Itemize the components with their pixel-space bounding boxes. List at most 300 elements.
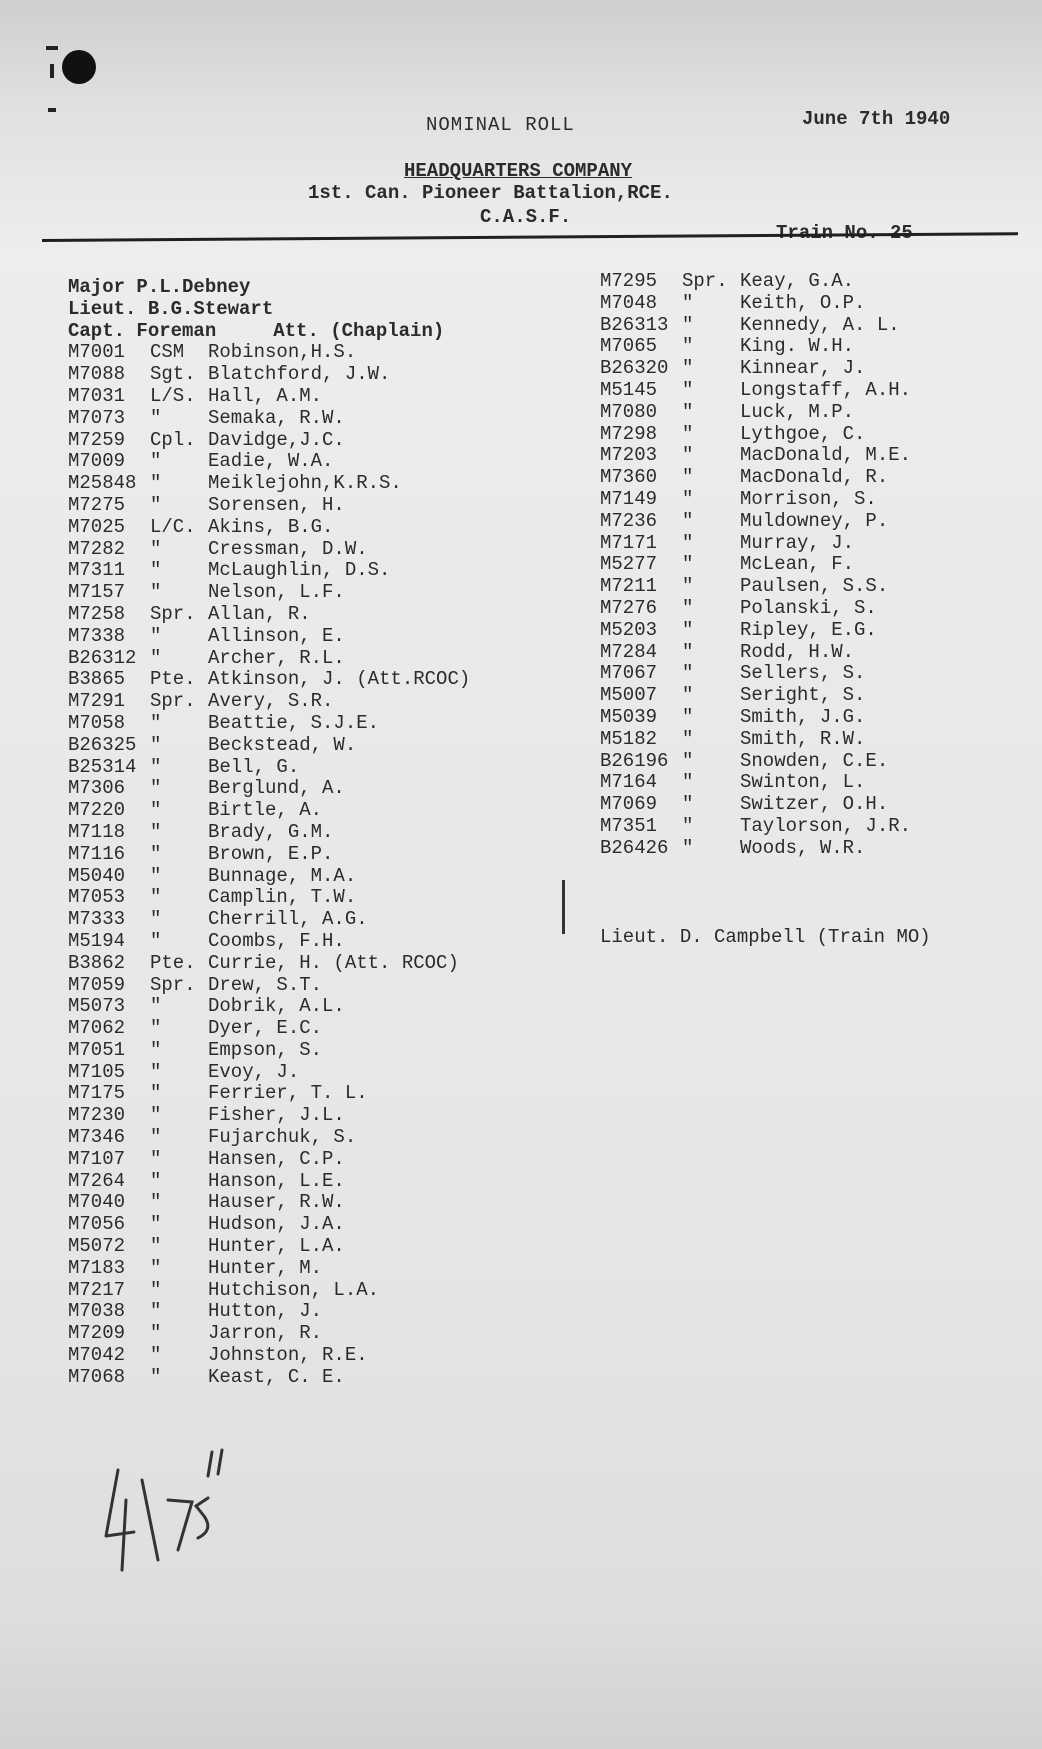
service-number: M7105 [68,1060,126,1083]
roll-entry [600,575,911,597]
roll-entry [600,815,911,837]
roll-entry [68,1235,470,1257]
service-number: M7311 [68,559,126,582]
soldier-name: Empson, S. [208,1038,323,1061]
service-number: M7360 [600,466,658,489]
service-number: M7291 [68,690,126,713]
rank: " [682,335,694,358]
service-number: B26313 [600,313,669,336]
rank: " [150,1344,162,1367]
soldier-name: Morrison, S. [740,487,877,510]
soldier-name: Dyer, E.C. [208,1017,323,1040]
rank: " [150,493,162,516]
roll-entry [600,728,911,750]
rank: " [150,472,162,495]
service-number: M7038 [68,1300,126,1323]
soldier-name: Camplin, T.W. [208,886,357,909]
rank: " [682,313,694,336]
service-number: M7211 [600,575,658,598]
service-number: M7149 [600,487,658,510]
soldier-name: Luck, M.P. [740,400,855,423]
rank: " [682,291,694,314]
soldier-name: Meiklejohn,K.R.S. [208,472,402,495]
rank: " [682,531,694,554]
roll-entry [600,641,911,663]
service-number: B26196 [600,749,669,772]
roll-entry [68,1017,470,1039]
soldier-name: Switzer, O.H. [740,793,889,816]
roll-entry [68,690,470,712]
service-number: M7183 [68,1256,126,1279]
ink-mark [50,64,54,78]
service-number: M7053 [68,886,126,909]
roll-entry [600,771,911,793]
soldier-name: Eadie, W.A. [208,450,334,473]
rank: " [682,400,694,423]
roll-entry [600,270,911,292]
rank: " [150,886,162,909]
service-number: B25314 [68,755,137,778]
roll-entry [600,335,911,357]
roll-entry [68,385,470,407]
service-number: M7284 [600,640,658,663]
roll-entry [68,429,470,451]
service-number: M7264 [68,1169,126,1192]
soldier-name: Cherrill, A.G. [208,908,368,931]
roll-entry [600,706,911,728]
rank: Sgt. [150,363,196,386]
soldier-name: Jarron, R. [208,1322,323,1345]
roll-entry [600,292,911,314]
rank: Pte. [150,668,196,691]
soldier-name: Lythgoe, C. [740,422,866,445]
service-number: M7236 [600,509,658,532]
roll-entry [68,363,470,385]
roll-entry [68,799,470,821]
rank: " [682,771,694,794]
service-number: M7217 [68,1278,126,1301]
soldier-name: Semaka, R.W. [208,406,345,429]
roll-entry [68,886,470,908]
soldier-name: Taylorson, J.R. [740,814,912,837]
rank: " [150,1235,162,1258]
rank: " [682,575,694,598]
roll-entry [600,401,911,423]
roll-column-left [68,276,470,1388]
service-number: M7333 [68,908,126,931]
service-number: M7351 [600,814,658,837]
service-number: B3865 [68,668,126,691]
service-number: M7306 [68,777,126,800]
service-number: M7031 [68,384,126,407]
roll-entry [600,488,911,510]
soldier-name: Hudson, J.A. [208,1213,345,1236]
service-number: B26426 [600,836,669,859]
roll-entry [68,494,470,516]
soldier-name: Berglund, A. [208,777,345,800]
roll-entry [68,472,470,494]
soldier-name: Allan, R. [208,602,311,625]
roll-entry [600,444,911,466]
service-number: M7209 [68,1322,126,1345]
service-number: M7042 [68,1344,126,1367]
rank: " [682,444,694,467]
service-number: M7220 [68,799,126,822]
soldier-name: Bell, G. [208,755,300,778]
roll-entry [68,1104,470,1126]
roll-entry [68,1344,470,1366]
rank: " [150,1104,162,1127]
service-number: M7059 [68,973,126,996]
roll-entry [600,466,911,488]
rank: Pte. [150,951,196,974]
soldier-name: Blatchford, J.W. [208,363,391,386]
rank: " [150,559,162,582]
rank: CSM [150,341,185,364]
rank: " [150,1213,162,1236]
rank: " [150,1060,162,1083]
roll-entry [68,516,470,538]
soldier-name: Fujarchuk, S. [208,1126,357,1149]
service-number: M7164 [600,771,658,794]
service-number: M7065 [600,335,658,358]
service-number: M7203 [600,444,658,467]
rank: Cpl. [150,428,196,451]
soldier-name: Beckstead, W. [208,733,357,756]
service-number: M7058 [68,711,126,734]
roll-entry [68,1366,470,1388]
document-title: NOMINAL ROLL [426,114,575,136]
service-number: M7298 [600,422,658,445]
rank: " [150,1126,162,1149]
roll-entry [68,952,470,974]
service-number: M7116 [68,842,126,865]
rank: " [682,793,694,816]
rank: " [150,711,162,734]
rank: Spr. [150,602,196,625]
rank: " [682,466,694,489]
service-number: M7295 [600,270,658,292]
rank: " [150,1300,162,1323]
rank: " [150,755,162,778]
service-number: M7068 [68,1365,126,1388]
roll-entry [68,1257,470,1279]
roll-entry [68,1039,470,1061]
soldier-name: Hansen, C.P. [208,1147,345,1170]
service-number: M7175 [68,1082,126,1105]
roll-entry [68,1191,470,1213]
soldier-name: King. W.H. [740,335,855,358]
soldier-name: Kinnear, J. [740,357,866,380]
rank: " [150,624,162,647]
rank: " [150,995,162,1018]
rank: " [150,1322,162,1345]
soldier-name: Avery, S.R. [208,690,334,713]
rank: L/C. [150,515,196,538]
roll-entry [68,908,470,930]
roll-entry [68,603,470,625]
rank: " [150,1038,162,1061]
roll-entry [68,1082,470,1104]
company-heading: HEADQUARTERS COMPANY [404,160,633,182]
soldier-name: Johnston, R.E. [208,1344,368,1367]
battalion-heading: 1st. Can. Pioneer Battalion,RCE. [308,182,673,204]
roll-entry [600,793,911,815]
roll-column-right [600,270,911,859]
roll-entry [600,423,911,445]
service-number: M7275 [68,493,126,516]
rank: " [150,908,162,931]
soldier-name: Ferrier, T. L. [208,1082,368,1105]
rank: " [150,1278,162,1301]
soldier-name: Hunter, L.A. [208,1235,345,1258]
soldier-name: Nelson, L.F. [208,581,345,604]
rank: " [682,618,694,641]
rank: " [682,836,694,859]
service-number: B26325 [68,733,137,756]
soldier-name: Allinson, E. [208,624,345,647]
service-number: M7107 [68,1147,126,1170]
rank: " [682,596,694,619]
roll-entry [68,865,470,887]
soldier-name: Hunter, M. [208,1256,323,1279]
soldier-name: Archer, R.L. [208,646,345,669]
soldier-name: McLean, F. [740,553,855,576]
roll-entry [68,777,470,799]
roll-entry [68,821,470,843]
rank: " [150,1082,162,1105]
rank: " [682,749,694,772]
soldier-name: Davidge,J.C. [208,428,345,451]
roll-entry [600,357,911,379]
roll-entry [68,1148,470,1170]
rank: " [150,1147,162,1170]
service-number: M7258 [68,602,126,625]
service-number: M5007 [600,684,658,707]
soldier-name: Birtle, A. [208,799,323,822]
soldier-name: Sorensen, H. [208,493,345,516]
soldier-name: Smith, J.G. [740,705,866,728]
service-number: M7171 [600,531,658,554]
soldier-name: Snowden, C.E. [740,749,889,772]
rank: " [682,509,694,532]
rank: " [682,422,694,445]
rank: " [150,777,162,800]
soldier-name: Akins, B.G. [208,515,334,538]
rank: " [682,378,694,401]
roll-entry [68,450,470,472]
roll-entry [68,930,470,952]
soldier-name: Kennedy, A. L. [740,313,900,336]
soldier-name: Longstaff, A.H. [740,378,912,401]
rank: " [150,929,162,952]
roll-entry [68,1061,470,1083]
rank: " [150,733,162,756]
roll-entry [600,553,911,575]
roll-entry [68,341,470,363]
roll-entry [600,750,911,772]
soldier-name: MacDonald, R. [740,466,889,489]
soldier-name: Seright, S. [740,684,866,707]
service-number: M5073 [68,995,126,1018]
service-number: M5203 [600,618,658,641]
roll-entry [68,668,470,690]
service-number: M7259 [68,428,126,451]
rank: " [682,705,694,728]
service-number: M7025 [68,515,126,538]
roll-entry [600,510,911,532]
handwritten-annotation [100,1440,240,1580]
service-number: M7157 [68,581,126,604]
roll-entry [600,662,911,684]
soldier-name: Murray, J. [740,531,855,554]
service-number: M7080 [600,400,658,423]
roll-entry [68,1322,470,1344]
roll-entry [68,1213,470,1235]
rank: " [150,820,162,843]
rank: " [150,537,162,560]
service-number: M7346 [68,1126,126,1149]
soldier-name: Paulsen, S.S. [740,575,889,598]
soldier-name: Robinson,H.S. [208,341,357,364]
soldier-name: Brady, G.M. [208,820,334,843]
service-number: M7056 [68,1213,126,1236]
roll-entry [68,1300,470,1322]
soldier-name: Smith, R.W. [740,727,866,750]
rank: " [682,814,694,837]
soldier-name: Sellers, S. [740,662,866,685]
officer-entry: Lieut. B.G.Stewart [68,297,274,320]
soldier-name: Fisher, J.L. [208,1104,345,1127]
rank: " [150,1191,162,1214]
soldier-name: Polanski, S. [740,596,877,619]
soldier-name: Keith, O.P. [740,291,866,314]
rank: " [150,799,162,822]
rank: " [150,450,162,473]
soldier-name: Hauser, R.W. [208,1191,345,1214]
roll-entry [68,734,470,756]
soldier-name: Bunnage, M.A. [208,864,357,887]
rank: " [150,1169,162,1192]
service-number: M5194 [68,929,126,952]
service-number: M5145 [600,378,658,401]
soldier-name: Hall, A.M. [208,384,323,407]
officer-entry: Capt. Foreman Att. (Chaplain) [68,319,445,342]
soldier-name: Swinton, L. [740,771,866,794]
service-number: M5182 [600,727,658,750]
soldier-name: Keast, C. E. [208,1365,345,1388]
service-number: M7009 [68,450,126,473]
service-number: M7118 [68,820,126,843]
rank: L/S. [150,384,196,407]
service-number: M7048 [600,291,658,314]
rank: " [150,1365,162,1388]
roll-entry [68,407,470,429]
rank: " [682,662,694,685]
service-number: M7001 [68,341,126,364]
roll-entry [68,559,470,581]
roll-entry [68,756,470,778]
rank: " [682,727,694,750]
soldier-name: Woods, W.R. [740,836,866,859]
soldier-name: Rodd, H.W. [740,640,855,663]
roll-entry [68,712,470,734]
service-number: B26320 [600,357,669,380]
service-number: M5072 [68,1235,126,1258]
soldier-name: Brown, E.P. [208,842,334,865]
service-number: M7276 [600,596,658,619]
soldier-name: Atkinson, J. (Att.RCOC) [208,668,471,691]
soldier-name: Currie, H. (Att. RCOC) [208,951,459,974]
soldier-name: Ripley, E.G. [740,618,877,641]
service-number: M7040 [68,1191,126,1214]
service-number: M7062 [68,1017,126,1040]
rank: " [682,357,694,380]
service-number: M7338 [68,624,126,647]
roll-entry [68,1170,470,1192]
document-date: June 7th 1940 [802,108,951,130]
roll-entry [68,995,470,1017]
service-number: M5277 [600,553,658,576]
officer-entry: Major P.L.Debney [68,276,251,298]
margin-stroke [562,880,565,934]
rank: " [150,1017,162,1040]
service-number: M5039 [600,705,658,728]
roll-entry [68,625,470,647]
service-number: B3862 [68,951,126,974]
rank: " [682,640,694,663]
rank: Spr. [150,973,196,996]
rank: " [150,1256,162,1279]
train-mo-note: Lieut. D. Campbell (Train MO) [600,926,931,948]
roll-entry [600,597,911,619]
service-number: M7282 [68,537,126,560]
roll-entry [600,619,911,641]
rank: " [150,646,162,669]
soldier-name: MacDonald, M.E. [740,444,912,467]
punch-hole-icon [62,50,96,84]
ink-mark [46,46,58,50]
soldier-name: Drew, S.T. [208,973,323,996]
rank: " [150,864,162,887]
ink-mark [48,108,56,112]
service-number: M7088 [68,363,126,386]
service-number: M7069 [600,793,658,816]
service-number: M7073 [68,406,126,429]
service-number: M25848 [68,472,137,495]
service-number: M7051 [68,1038,126,1061]
roll-entry [68,1279,470,1301]
roll-entry [68,1126,470,1148]
roll-entry [600,379,911,401]
rank: " [150,842,162,865]
roll-entry [600,314,911,336]
roll-entry [600,837,911,859]
soldier-name: McLaughlin, D.S. [208,559,391,582]
force-heading: C.A.S.F. [480,206,572,228]
roll-entry [600,684,911,706]
roll-entry [68,538,470,560]
roll-entry [68,974,470,996]
service-number: B26312 [68,646,137,669]
soldier-name: Keay, G.A. [740,270,855,292]
soldier-name: Hanson, L.E. [208,1169,345,1192]
soldier-name: Hutton, J. [208,1300,323,1323]
service-number: M5040 [68,864,126,887]
roll-entry [68,843,470,865]
service-number: M7067 [600,662,658,685]
rank: Spr. [682,270,728,292]
